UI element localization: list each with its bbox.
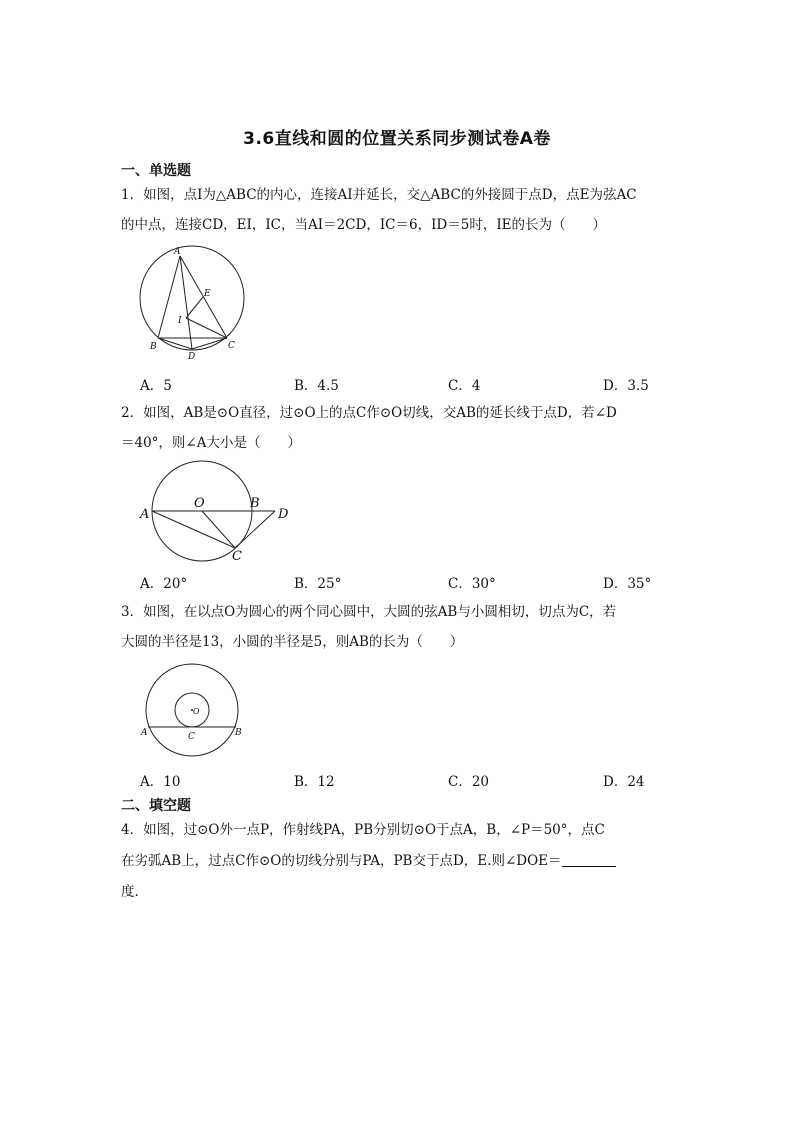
q3-option-d[interactable]: D．24: [603, 774, 645, 790]
q4-text-line2-wrap: [121, 851, 681, 871]
q4-text-line3: 度.: [121, 884, 139, 900]
q1-option-d[interactable]: D．3.5: [603, 378, 649, 394]
section-heading-single-choice: 一、单选题: [121, 163, 191, 179]
q1-label-e: E: [204, 289, 211, 299]
q2-option-b[interactable]: B．25°: [294, 576, 342, 592]
page-title: 3.6直线和圆的位置关系同步测试卷A卷: [243, 129, 551, 149]
q2-option-a[interactable]: A．20°: [140, 576, 188, 592]
q1-label-i: I: [178, 316, 182, 326]
q1-option-a[interactable]: A．5: [140, 378, 172, 394]
q2-label-o: O: [194, 496, 205, 511]
q1-label-c: C: [228, 341, 235, 351]
q2-segment-ac: [152, 511, 235, 548]
q1-label-d: D: [188, 352, 196, 362]
q2-text-line1: 2．如图，AB是⊙O直径，过⊙O上的点C作⊙O切线，交AB的延长线于点D，若∠D: [121, 405, 617, 421]
q1-label-a: A: [174, 247, 181, 257]
q3-option-c[interactable]: C．20: [448, 774, 490, 790]
q3-text-line1: 3．如图，在以点O为圆心的两个同心圆中，大圆的弦AB与小圆相切，切点为C，若: [121, 604, 617, 620]
q3-text-line2: 大圆的半径是13，小圆的半径是5，则AB的长为（ ）: [121, 634, 464, 650]
q2-label-a: A: [140, 507, 150, 522]
q1-text-line2: 的中点，连接CD，EI，IC，当AI＝2CD，IC＝6，ID＝5时，IE的长为（ ）: [121, 217, 607, 233]
q4-answer-blank[interactable]: [562, 852, 616, 867]
q1-figure: [134, 246, 254, 362]
q2-label-d: D: [278, 507, 289, 522]
q4-text-line2: 在劣弧AB上，过点C作⊙O的切线分别与PA，PB交于点D，E.则∠DOE＝: [121, 853, 562, 869]
q1-label-b: B: [150, 342, 157, 352]
q3-label-c: C: [188, 732, 195, 742]
q1-option-c[interactable]: C．4: [448, 378, 481, 394]
section-heading-fill-blank: 二、填空题: [121, 798, 191, 814]
q1-text-line1: 1．如图，点I为△ABC的内心，连接AI并延长，交△ABC的外接圆于点D，点E为弦AC: [121, 187, 637, 203]
q3-label-b: B: [235, 728, 242, 738]
q1-option-b[interactable]: B．4.5: [294, 378, 339, 394]
q3-option-b[interactable]: B．12: [294, 774, 335, 790]
q2-label-c: C: [232, 549, 242, 564]
q1-circumcircle: [140, 246, 244, 350]
q2-segment-oc: [202, 511, 235, 548]
q2-text-line2: ＝40°，则∠A大小是（ ）: [121, 435, 301, 451]
q2-option-c[interactable]: C．30°: [448, 576, 496, 592]
q2-option-d[interactable]: D．35°: [603, 576, 652, 592]
q3-figure: [138, 662, 248, 764]
q1-segment-ei: [186, 297, 203, 318]
q2-figure: [138, 463, 298, 565]
q3-label-o: O: [193, 707, 200, 716]
q3-label-a: A: [141, 728, 148, 738]
q2-tangent-cd: [235, 511, 275, 548]
q2-label-b: B: [250, 496, 260, 511]
q1-segment-ad: [180, 256, 192, 349]
q4-text-line1: 4．如图，过⊙O外一点P，作射线PA，PB分别切⊙O于点A，B，∠P＝50°，点C: [121, 822, 605, 838]
q1-segment-ab: [158, 256, 180, 338]
q3-option-a[interactable]: A．10: [140, 774, 181, 790]
